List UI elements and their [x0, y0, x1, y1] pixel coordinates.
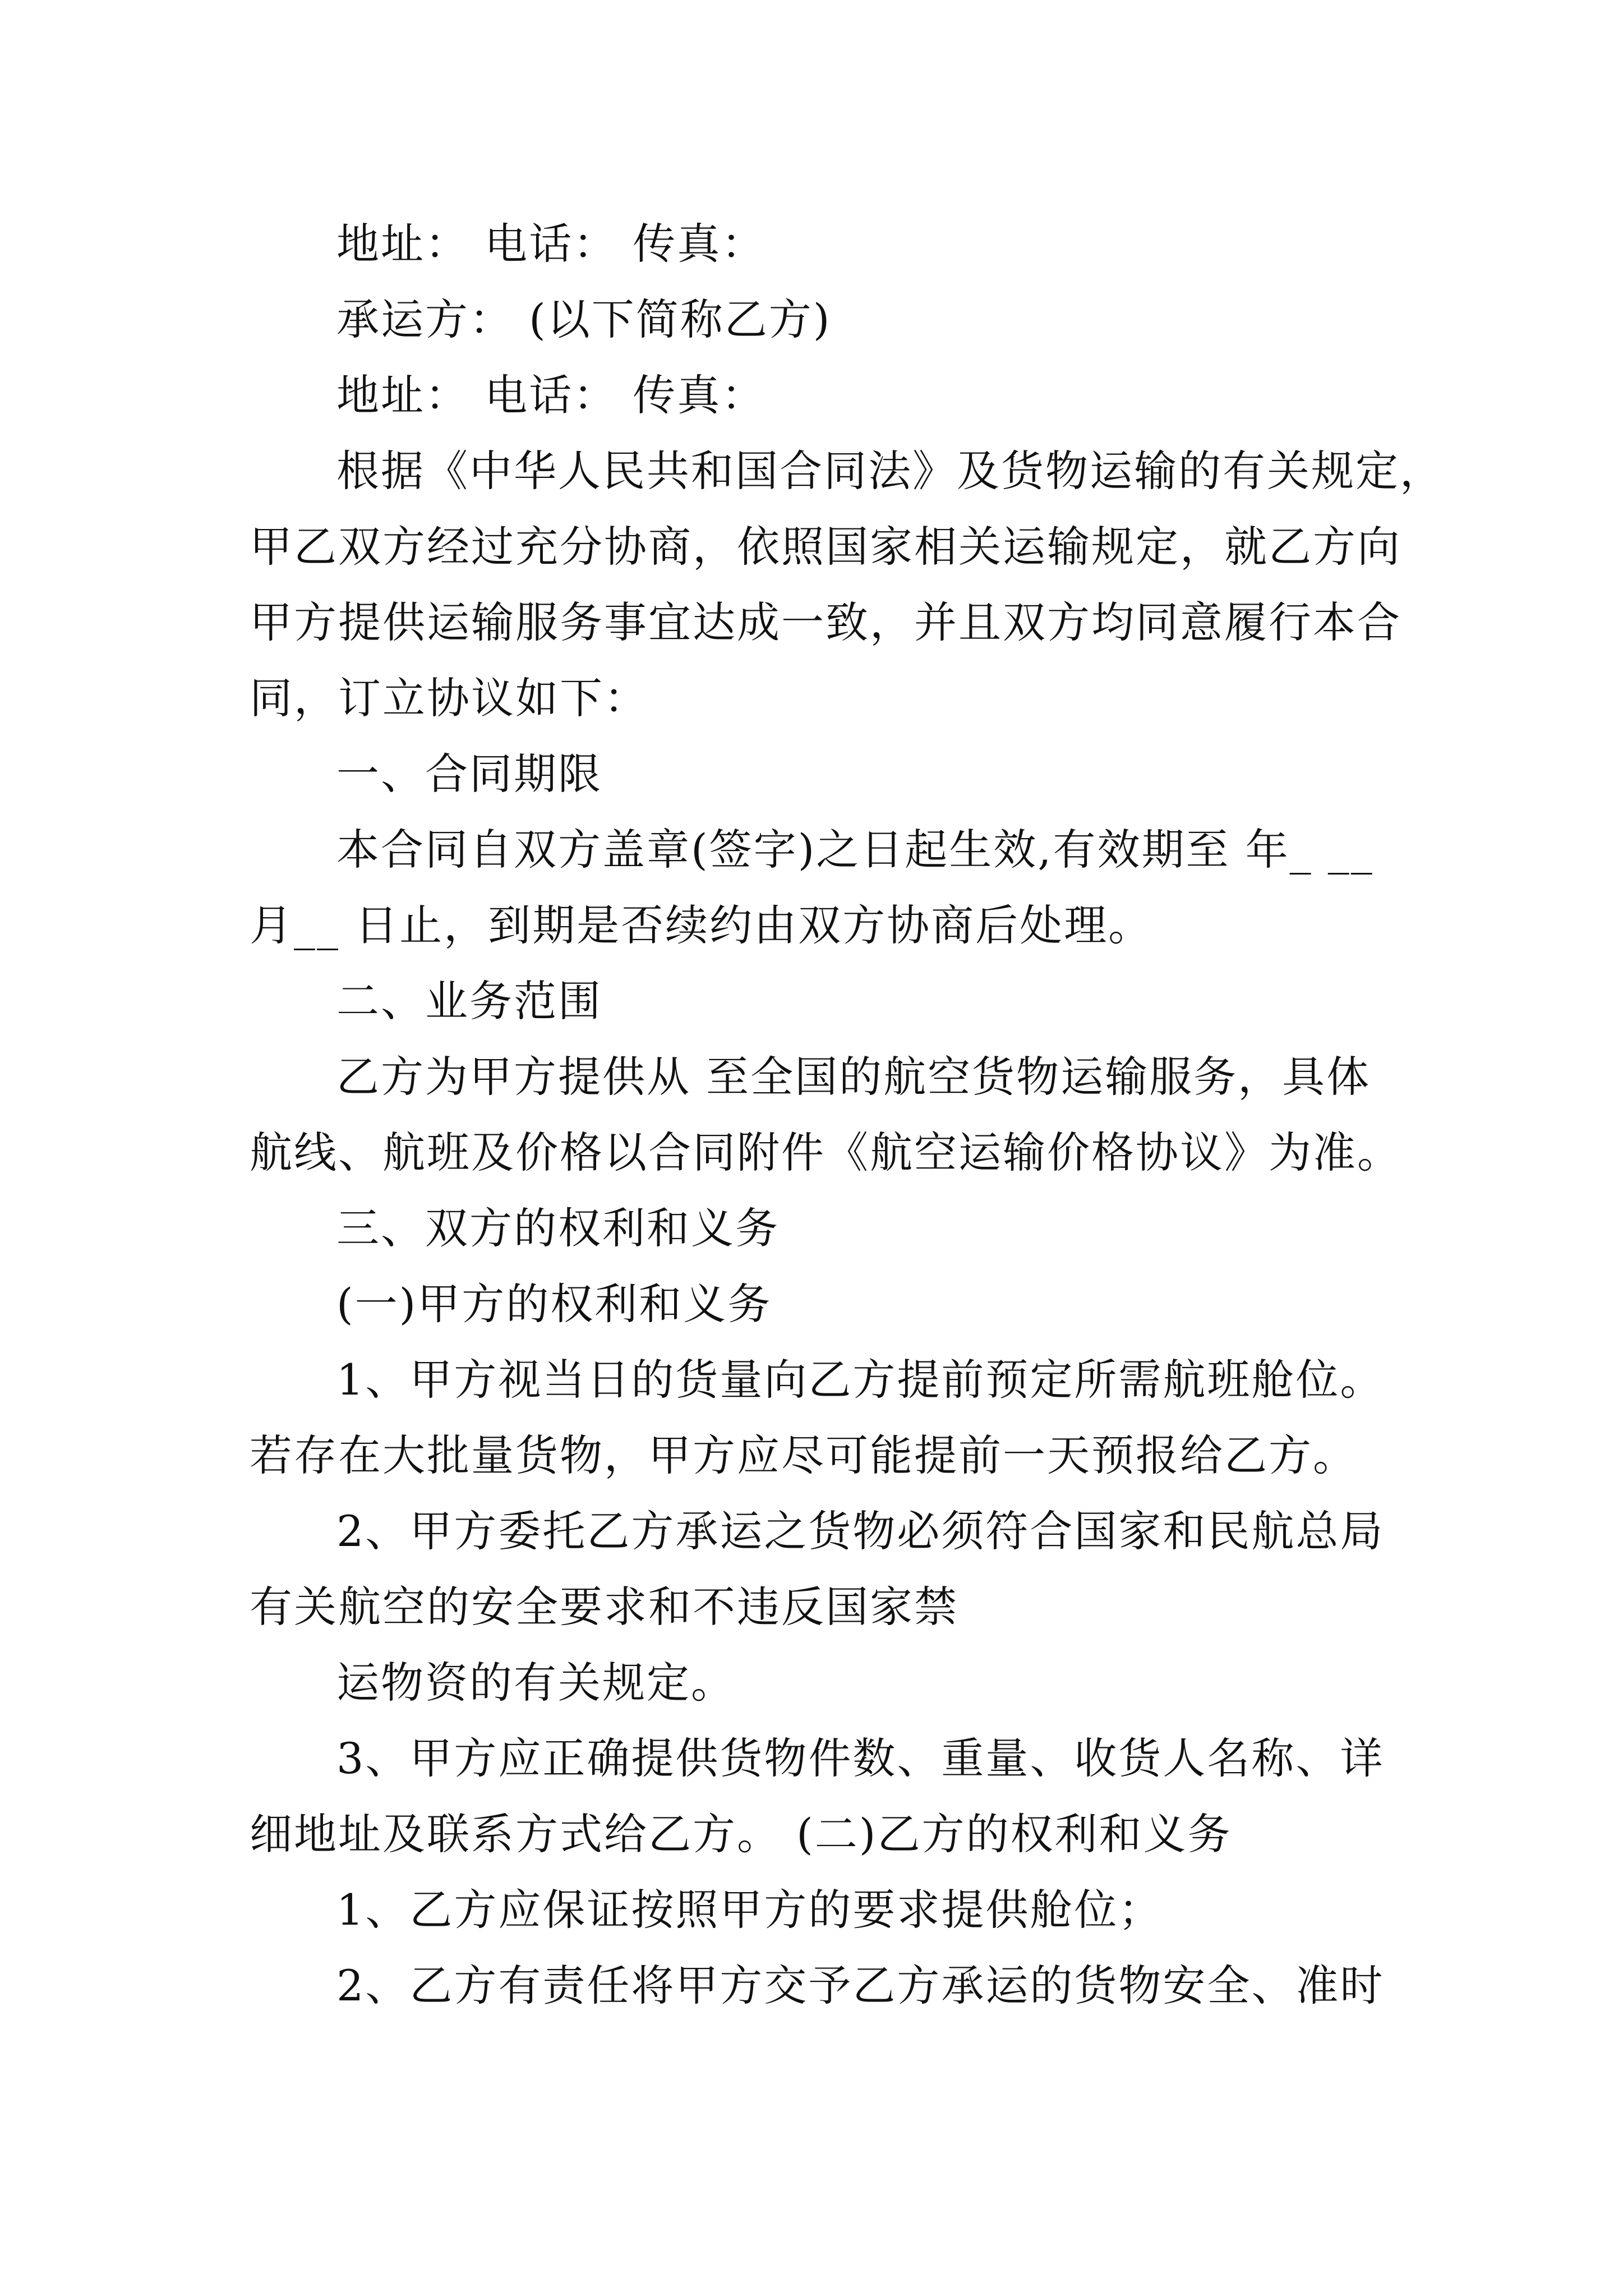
- section-heading-scope: 二、业务范围: [336, 976, 602, 1026]
- party-a-item-3-line-1: 3、甲方应正确提供货物件数、重量、收货人名称、详: [336, 1733, 1385, 1783]
- preamble-line-2: 甲乙双方经过充分协商，依照国家相关运输规定，就乙方向: [250, 522, 1401, 572]
- preamble-line-3: 甲方提供运输服务事宜达成一致，并且双方均同意履行本合: [250, 597, 1401, 647]
- preamble-line-4: 同，订立协议如下：: [250, 673, 648, 723]
- party-b-contact-line: 地址： 电话： 传真：: [336, 370, 766, 420]
- party-a-item-2-line-1: 2、甲方委托乙方承运之货物必须符合国家和民航总局: [336, 1506, 1385, 1556]
- term-line-2: 月__ 日止，到期是否续约由双方协商后处理。: [250, 900, 1153, 950]
- term-line-1: 本合同自双方盖章(签字)之日起生效,有效期至 年_ __: [336, 825, 1374, 875]
- scope-line-1: 乙方为甲方提供从 至全国的航空货物运输服务，具体: [336, 1052, 1371, 1102]
- party-b-item-1: 1、乙方应保证按照甲方的要求提供舱位；: [336, 1885, 1163, 1935]
- party-a-item-3-line-2: 细地址及联系方式给乙方。 (二)乙方的权利和义务: [250, 1809, 1232, 1859]
- preamble-line-1: 根据《中华人民共和国合同法》及货物运输的有关规定，: [336, 446, 1444, 496]
- carrier-line: 承运方： (以下简称乙方): [336, 295, 832, 344]
- party-a-item-2-line-2: 有关航空的安全要求和不违反国家禁: [250, 1582, 958, 1632]
- scope-line-2: 航线、航班及价格以合同附件《航空运输价格协议》为准。: [250, 1128, 1401, 1177]
- party-a-contact-line: 地址： 电话： 传真：: [336, 219, 766, 269]
- party-a-item-2-line-3: 运物资的有关规定。: [336, 1658, 735, 1708]
- section-heading-rights: 三、双方的权利和义务: [336, 1203, 780, 1253]
- party-b-item-2: 2、乙方有责任将甲方交予乙方承运的货物安全、准时: [336, 1961, 1385, 2010]
- subsection-heading-party-a: (一)甲方的权利和义务: [336, 1279, 772, 1329]
- party-a-item-1-line-1: 1、甲方视当日的货量向乙方提前预定所需航班舱位。: [336, 1355, 1385, 1405]
- section-heading-term: 一、合同期限: [336, 749, 602, 799]
- party-a-item-1-line-2: 若存在大批量货物，甲方应尽可能提前一天预报给乙方。: [250, 1430, 1357, 1480]
